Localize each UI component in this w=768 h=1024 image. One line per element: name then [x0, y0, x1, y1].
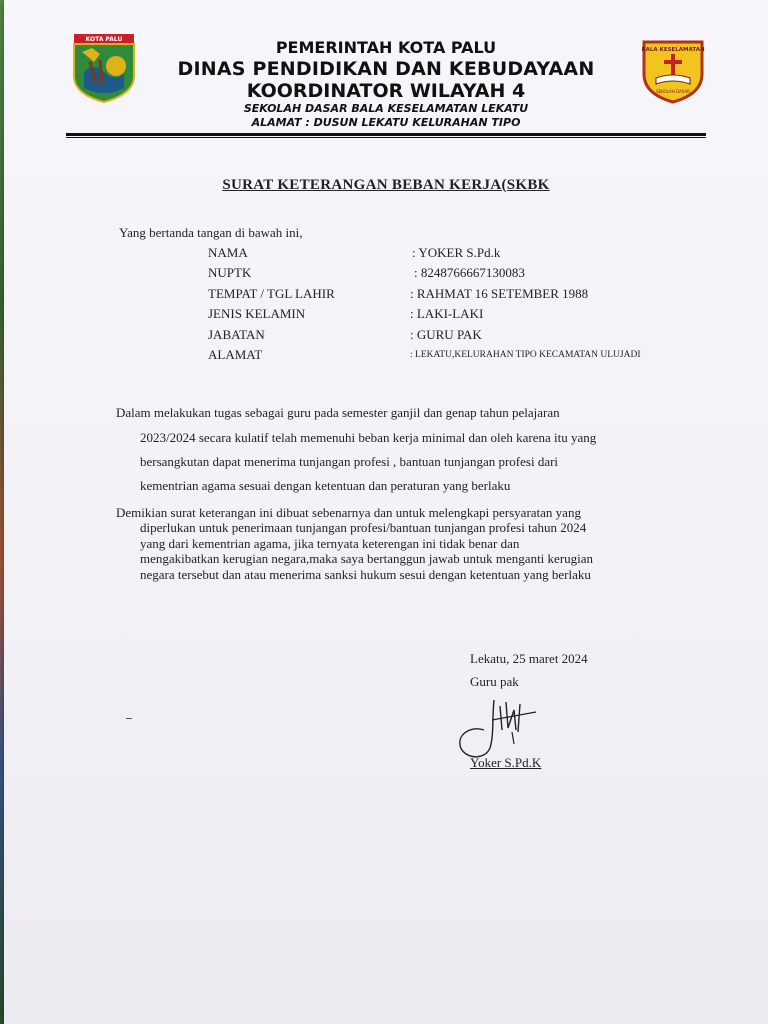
signature-name: Yoker S.Pd.K [470, 755, 542, 770]
letterhead-rule-thick [66, 133, 706, 136]
paragraph1-line-2: 2023/2024 secara kulatif telah memenuhi beban kerja minimal dan oleh karena itu yang [140, 430, 597, 445]
letterhead-line-5: ALAMAT : DUSUN LEKATU KELURAHAN TIPO [251, 116, 521, 129]
paragraph2-line-5: negara tersebut dan atau menerima sanksi hukum sesui dengan ketentuan yang berlaku [140, 567, 591, 582]
svg-text:BALA KESELAMATAN: BALA KESELAMATAN [641, 47, 705, 53]
paragraph2-line-3: yang dari kementrian agama, jika ternyata keterengan ini tidak benar dan [140, 536, 520, 551]
field-value-alamat: : LEKATU,KELURAHAN TIPO KECAMATAN ULUJADI [410, 350, 641, 360]
intro-text: Yang bertanda tangan di bawah ini, [119, 225, 303, 240]
svg-text:KOTA PALU: KOTA PALU [85, 36, 123, 43]
paragraph1-line-3: bersangkutan dapat menerima tunjangan profesi , bantuan tunjangan profesi dari [140, 454, 559, 469]
ink-mark [126, 718, 132, 719]
paragraph2-line-4: mengakibatkan kerugian negara,maka saya bertanggun jawab untuk menganti kerugian [140, 551, 594, 566]
letterhead-rule-thin [66, 137, 706, 138]
field-value-jabatan: : GURU PAK [410, 327, 482, 342]
field-label-nuptk: NUPTK [208, 265, 252, 280]
paragraph2-line-1: Demikian surat keterangan ini dibuat sebenarnya dan untuk melengkapi persyaratan yang [116, 505, 581, 520]
document-page [4, 0, 768, 1024]
field-label-ttl: TEMPAT / TGL LAHIR [208, 286, 335, 301]
signature-role: Guru pak [470, 674, 519, 689]
field-value-jenis-kelamin: : LAKI-LAKI [410, 306, 484, 321]
paragraph2-line-2: diperlukan untuk penerimaan tunjangan profesi/bantuan tunjangan profesi tahun 2024 [140, 520, 587, 535]
field-value-nuptk: : 8248766667130083 [414, 265, 525, 280]
document-title: SURAT KETERANGAN BEBAN KERJA(SKBK [222, 177, 550, 193]
field-label-alamat: ALAMAT [208, 347, 263, 362]
paragraph1-line-4: kementrian agama sesuai dengan ketentuan dan peraturan yang berlaku [140, 478, 511, 493]
field-value-ttl: : RAHMAT 16 SETEMBER 1988 [410, 286, 589, 301]
field-label-jabatan: JABATAN [208, 327, 265, 342]
field-value-nama: : YOKER S.Pd.k [412, 245, 501, 260]
signature-place-date: Lekatu, 25 maret 2024 [470, 651, 588, 666]
field-label-jenis-kelamin: JENIS KELAMIN [208, 306, 306, 321]
letterhead-line-4: SEKOLAH DASAR BALA KESELAMATAN LEKATU [243, 102, 529, 115]
letterhead-line-3: KOORDINATOR WILAYAH 4 [246, 80, 526, 102]
paragraph1-line-1: Dalam melakukan tugas sebagai guru pada semester ganjil dan genap tahun pelajaran [116, 405, 560, 420]
letterhead-line-1: PEMERINTAH KOTA PALU [275, 38, 497, 57]
svg-text:SEKOLAH DASAR: SEKOLAH DASAR [656, 89, 690, 94]
field-label-nama: NAMA [208, 245, 248, 260]
letterhead-line-2: DINAS PENDIDIKAN DAN KEBUDAYAAN [177, 58, 595, 80]
